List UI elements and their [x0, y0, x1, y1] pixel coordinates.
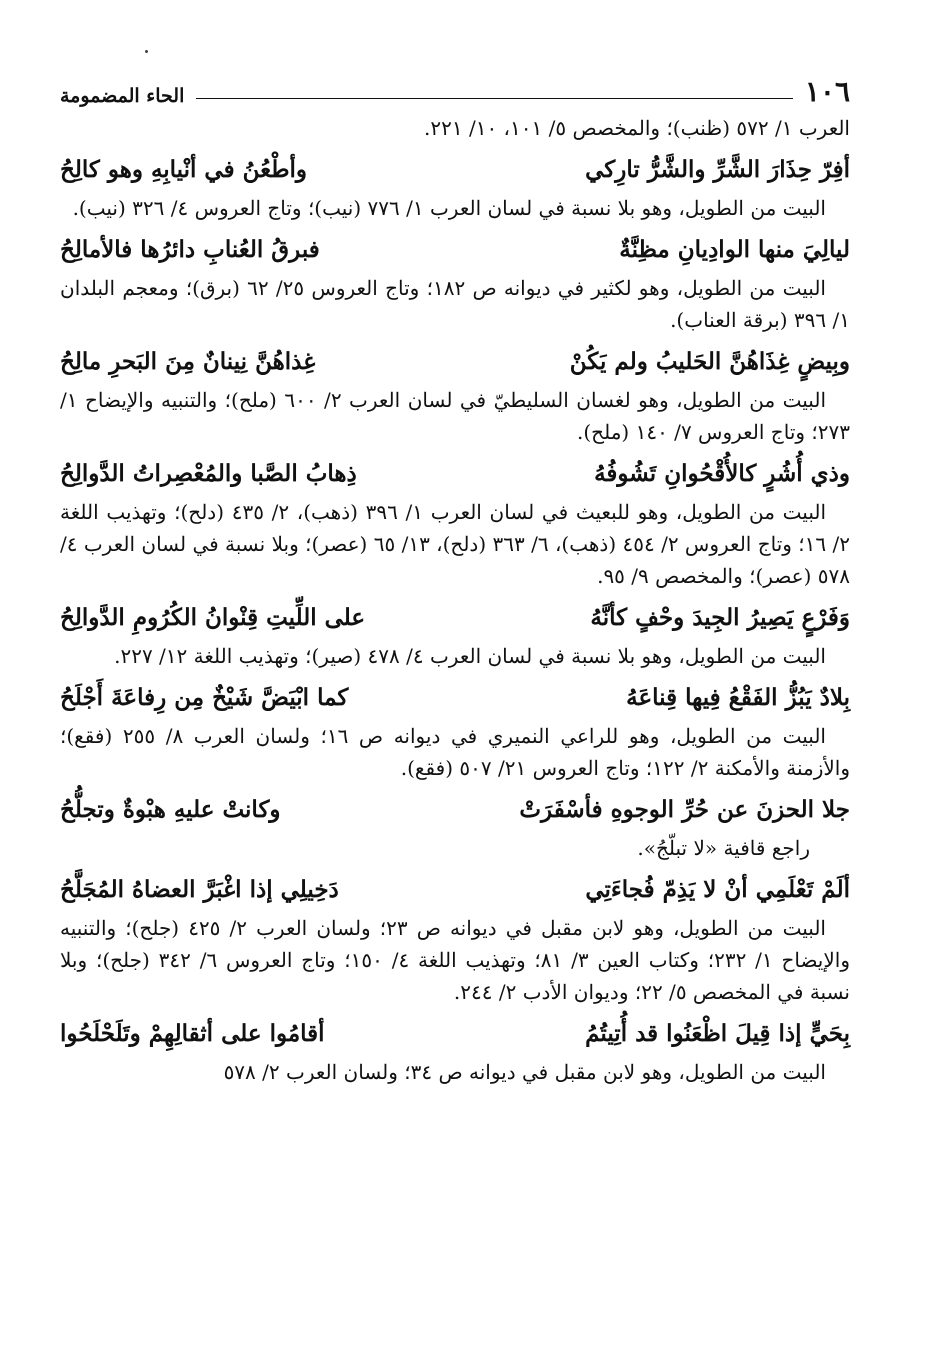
verse-second-hemistich: ذِهابُ الصَّبا والمُعْصِراتُ الدَّوالِحُ [60, 460, 357, 487]
verse-entry [60, 228, 850, 336]
verse-entry [60, 676, 850, 784]
scan-speck [145, 50, 148, 53]
verse-first-hemistich: أفِرّ حِذَارَ الشَّرِّ والشَّرُّ تارِكي [585, 156, 850, 183]
verse-reference: البيت من الطويل، وهو للبعيث في لسان العرب ١/ ٣٩٦ (ذهب)، ٢/ ٤٣٥ (دلح)؛ وتهذيب اللغة ٢/ ١٦؛ وتاج العروس ٢/ ٤٥٤ (ذهب)، ٦/ ٣٦٣ (دلح)، ١٣/ ٦٥ (عصر)؛ وبلا نسبة في لسان العرب ٤/ ٥٧٨ (عصر)؛ والمخصص ٩/ ٩٥. [60, 500, 850, 588]
verse-second-hemistich: كما ابْيَضَّ شَيْخٌ مِن رِفاعَةَ أَجْلَحُ [60, 684, 349, 711]
verse-first-hemistich: وبِيضٍ غِذَاهُنَّ الحَليبُ ولم يَكُنْ [569, 348, 850, 375]
header-rule [196, 98, 793, 99]
verse-second-hemistich: غِذاهُنَّ نِينانٌ مِنَ البَحرِ مالِحُ [60, 348, 316, 375]
book-page [60, 70, 850, 1350]
verse-reference: البيت من الطويل، وهو للراعي النميري في ديوانه ص ١٦؛ ولسان العرب ٨/ ٢٥٥ (فقع)؛ والأزمنة والأمكنة ٢/ ١٢٢؛ وتاج العروس ٢١/ ٥٠٧ (فقع). [60, 724, 850, 780]
page-header [60, 70, 850, 112]
verse-line [60, 788, 850, 832]
verse-line [60, 340, 850, 384]
verse-second-hemistich: أقامُوا على أثقالِهِمْ وتَلَحْلَحُوا [60, 1020, 325, 1047]
verse-reference: البيت من الطويل، وهو لكثير في ديوانه ص ١٨٢؛ وتاج العروس ٢٥/ ٦٢ (برق)؛ ومعجم البلدان ١/ ٣٩٦ (برقة العناب). [60, 276, 850, 332]
verse-reference: راجع قافية «لا تبلّجُ». [637, 836, 810, 860]
verse-entry [60, 340, 850, 448]
running-title: الحاء المضمومة [60, 85, 185, 107]
verse-entry [60, 452, 850, 592]
verse-second-hemistich: وأطْعُنُ في أنْيابِهِ وهو كالِحُ [60, 156, 308, 183]
verse-first-hemistich: بِلادٌ يَبُزُّ الفَقْعُ فِيها قِناعَهُ [626, 684, 850, 711]
verse-entry [60, 1012, 850, 1088]
verse-first-hemistich: ليالِيَ منها الوادِيانِ مظِنَّةٌ [619, 236, 850, 263]
verse-reference: البيت من الطويل، وهو بلا نسبة في لسان العرب ٤/ ٤٧٨ (صير)؛ وتهذيب اللغة ١٢/ ٢٢٧. [114, 644, 826, 668]
intro-reference: العرب ١/ ٥٧٢ (ظنب)؛ والمخصص ٥/ ١٠١، ١٠/ ٢٢١. [424, 116, 850, 140]
verse-second-hemistich: فبرقُ العُنابِ دائرُها فالأمالِحُ [60, 236, 320, 263]
verse-second-hemistich: دَخِيلِي إذا اغْبَرَّ العضاهُ المُجَلَّحُ [60, 876, 339, 903]
verse-reference: البيت من الطويل، وهو لابن مقبل في ديوانه ص ٢٣؛ ولسان العرب ٢/ ٤٢٥ (جلح)؛ والتنبيه والإيضاح ١/ ٢٣٢؛ وكتاب العين ٣/ ٨١؛ وتهذيب اللغة ٤/ ١٥٠؛ وتاج العروس ٦/ ٣٤٢ (جلح)؛ وبلا نسبة في المخصص ٥/ ٢٢؛ وديوان الأدب ٢/ ٢٤٤. [60, 916, 850, 1004]
verse-first-hemistich: جلا الحزنَ عن حُرِّ الوجوهِ فأسْفَرَتْ [519, 796, 850, 823]
verse-line [60, 148, 850, 192]
verse-first-hemistich: وذي أُشُرٍ كالأُقْحُوانِ تَشُوفُهُ [594, 460, 850, 487]
verse-entry [60, 788, 850, 864]
verse-line [60, 1012, 850, 1056]
verse-first-hemistich: بِحَيٍّ إذا قِيلَ اظْعَنُوا قد أُتِيتُمُ [585, 1020, 850, 1047]
page-number: ١٠٦ [804, 74, 850, 108]
verse-line [60, 596, 850, 640]
verse-first-hemistich: ألَمْ تَعْلَمِي أنْ لا يَذِمّ فُجاءَتِي [585, 876, 850, 903]
verse-second-hemistich: وكانتْ عليهِ هبْوةٌ وتجلُّحُ [60, 796, 281, 823]
verse-reference: البيت من الطويل، وهو لابن مقبل في ديوانه ص ٣٤؛ ولسان العرب ٢/ ٥٧٨ [223, 1060, 826, 1084]
verse-entry [60, 596, 850, 672]
verse-line [60, 228, 850, 272]
verse-line [60, 676, 850, 720]
verse-second-hemistich: على اللِّيتِ قِنْوانُ الكُرُومِ الدَّوالِحُ [60, 604, 366, 631]
verse-first-hemistich: وَفَرْعٍ يَصِيرُ الجِيدَ وحْفٍ كأنَّهُ [590, 604, 850, 631]
verse-entry [60, 868, 850, 1008]
verse-line [60, 452, 850, 496]
verse-entry [60, 148, 850, 224]
verse-line [60, 868, 850, 912]
verse-reference: البيت من الطويل، وهو لغسان السليطيّ في لسان العرب ٢/ ٦٠٠ (ملح)؛ والتنبيه والإيضاح ١/ ٢٧٣؛ وتاج العروس ٧/ ١٤٠ (ملح). [60, 388, 850, 444]
verse-reference: البيت من الطويل، وهو بلا نسبة في لسان العرب ١/ ٧٧٦ (نيب)؛ وتاج العروس ٤/ ٣٢٦ (نيب). [72, 196, 826, 220]
